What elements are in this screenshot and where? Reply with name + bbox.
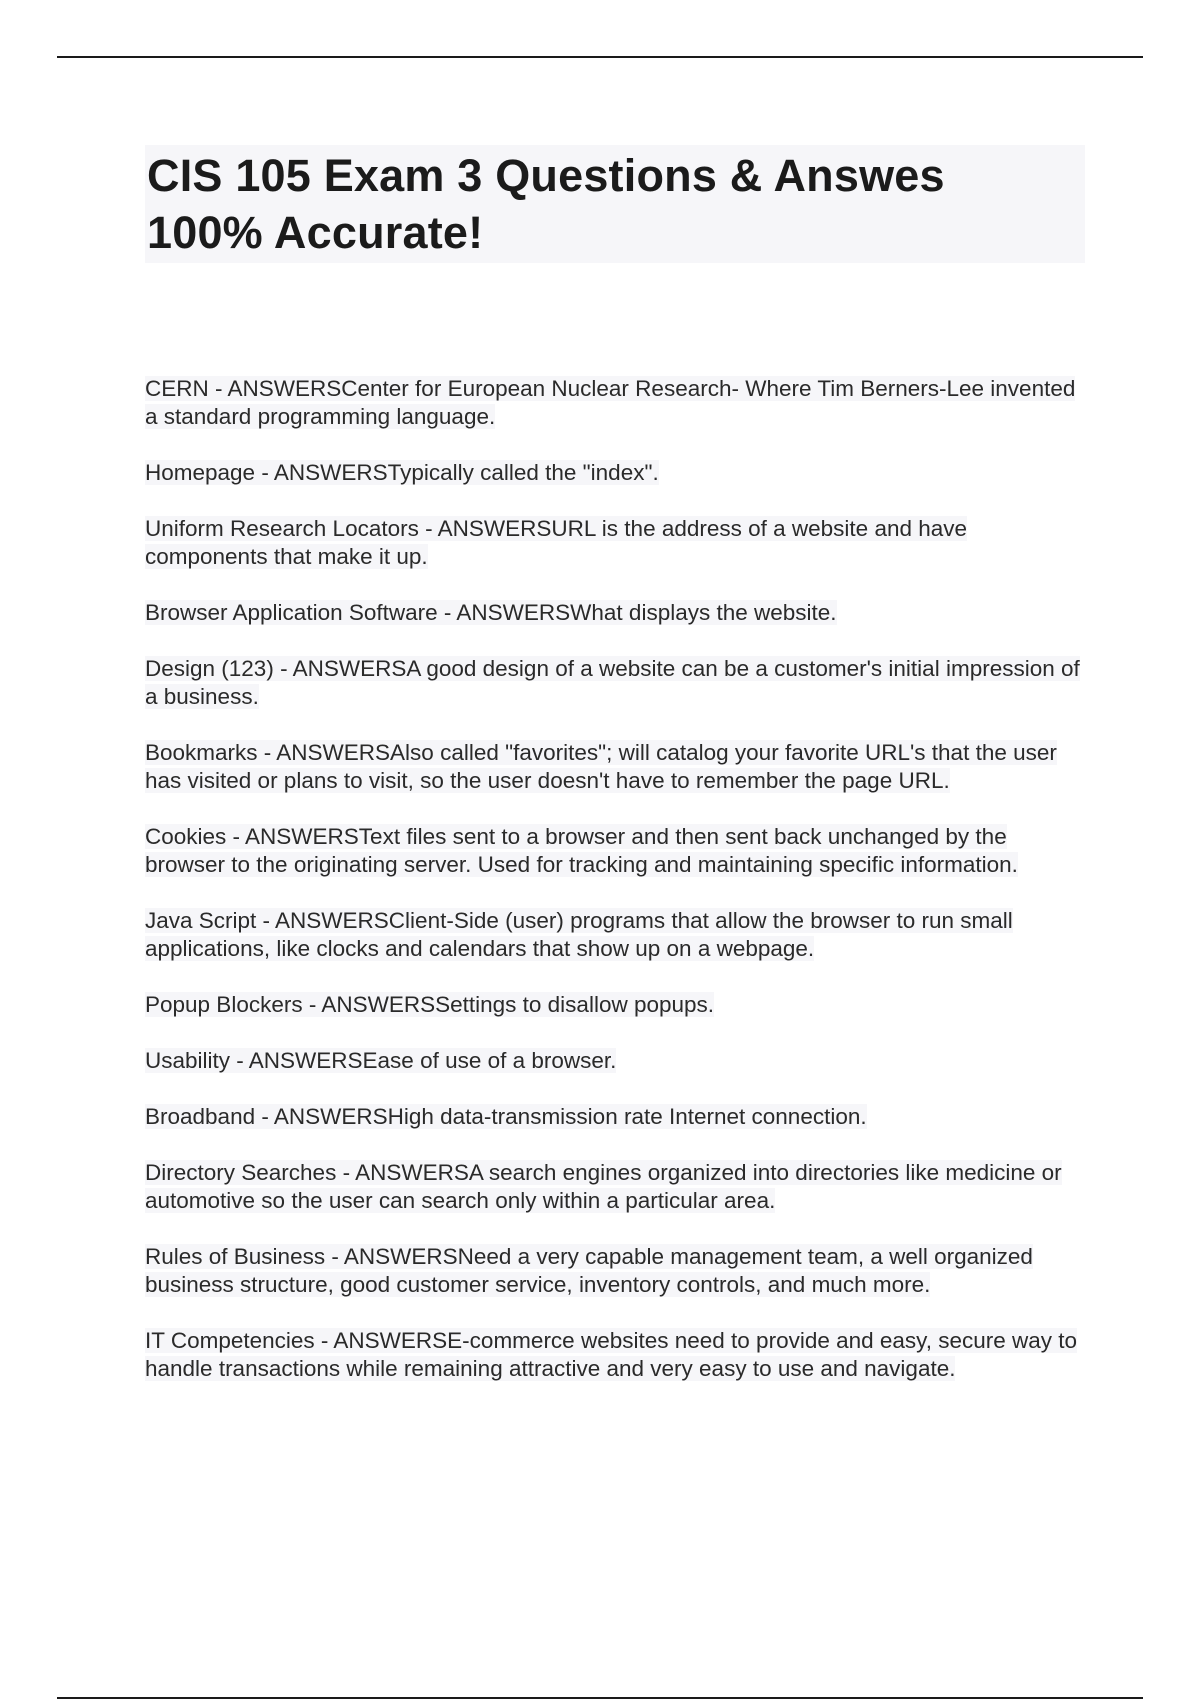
qa-entry-text: Rules of Business - ANSWERSNeed a very capable management team, a well organized business structure, good customer service, inventory controls, and much more. bbox=[145, 1244, 1033, 1297]
qa-list bbox=[145, 375, 1089, 1383]
qa-entry bbox=[145, 375, 1089, 431]
qa-entry bbox=[145, 739, 1089, 795]
qa-entry-text: Broadband - ANSWERSHigh data-transmission rate Internet connection. bbox=[145, 1104, 867, 1129]
qa-entry bbox=[145, 1047, 1089, 1075]
qa-entry bbox=[145, 1243, 1089, 1299]
qa-entry-text: Usability - ANSWERSEase of use of a browser. bbox=[145, 1048, 617, 1073]
qa-entry bbox=[145, 655, 1089, 711]
qa-entry bbox=[145, 1327, 1089, 1383]
qa-entry bbox=[145, 991, 1089, 1019]
title-line-1: CIS 105 Exam 3 Questions & Answes bbox=[147, 150, 945, 201]
qa-entry-text: Homepage - ANSWERSTypically called the "index". bbox=[145, 460, 659, 485]
qa-entry bbox=[145, 599, 1089, 627]
qa-entry-text: Popup Blockers - ANSWERSSettings to disallow popups. bbox=[145, 992, 715, 1017]
qa-entry bbox=[145, 1103, 1089, 1131]
document-title bbox=[147, 147, 1083, 261]
qa-entry bbox=[145, 459, 1089, 487]
title-block bbox=[145, 145, 1085, 263]
top-rule bbox=[57, 56, 1143, 58]
bottom-rule bbox=[57, 1697, 1143, 1699]
qa-entry-text: Browser Application Software - ANSWERSWhat displays the website. bbox=[145, 600, 837, 625]
qa-entry-text: Cookies - ANSWERSText files sent to a browser and then sent back unchanged by the browser to the originating server. Used for tracking and maintaining specific information. bbox=[145, 824, 1018, 877]
qa-entry bbox=[145, 1159, 1089, 1215]
qa-entry bbox=[145, 907, 1089, 963]
qa-entry-text: Design (123) - ANSWERSA good design of a website can be a customer's initial impression of a business. bbox=[145, 656, 1080, 709]
title-line-2: 100% Accurate! bbox=[147, 207, 484, 258]
qa-entry-text: Uniform Research Locators - ANSWERSURL is the address of a website and have components that make it up. bbox=[145, 516, 968, 569]
qa-entry-text: Java Script - ANSWERSClient-Side (user) programs that allow the browser to run small applications, like clocks and calendars that show up on a webpage. bbox=[145, 908, 1013, 961]
document-body bbox=[145, 145, 1089, 1411]
qa-entry-text: IT Competencies - ANSWERSE-commerce websites need to provide and easy, secure way to handle transactions while remaining attractive and very easy to use and navigate. bbox=[145, 1328, 1078, 1381]
qa-entry-text: Bookmarks - ANSWERSAlso called "favorites"; will catalog your favorite URL's that the user has visited or plans to visit, so the user doesn't have to remember the page URL. bbox=[145, 740, 1057, 793]
qa-entry-text: CERN - ANSWERSCenter for European Nuclear Research- Where Tim Berners-Lee invented a standard programming language. bbox=[145, 376, 1076, 429]
qa-entry bbox=[145, 823, 1089, 879]
qa-entry-text: Directory Searches - ANSWERSA search engines organized into directories like medicine or automotive so the user can search only within a particular area. bbox=[145, 1160, 1062, 1213]
qa-entry bbox=[145, 515, 1089, 571]
